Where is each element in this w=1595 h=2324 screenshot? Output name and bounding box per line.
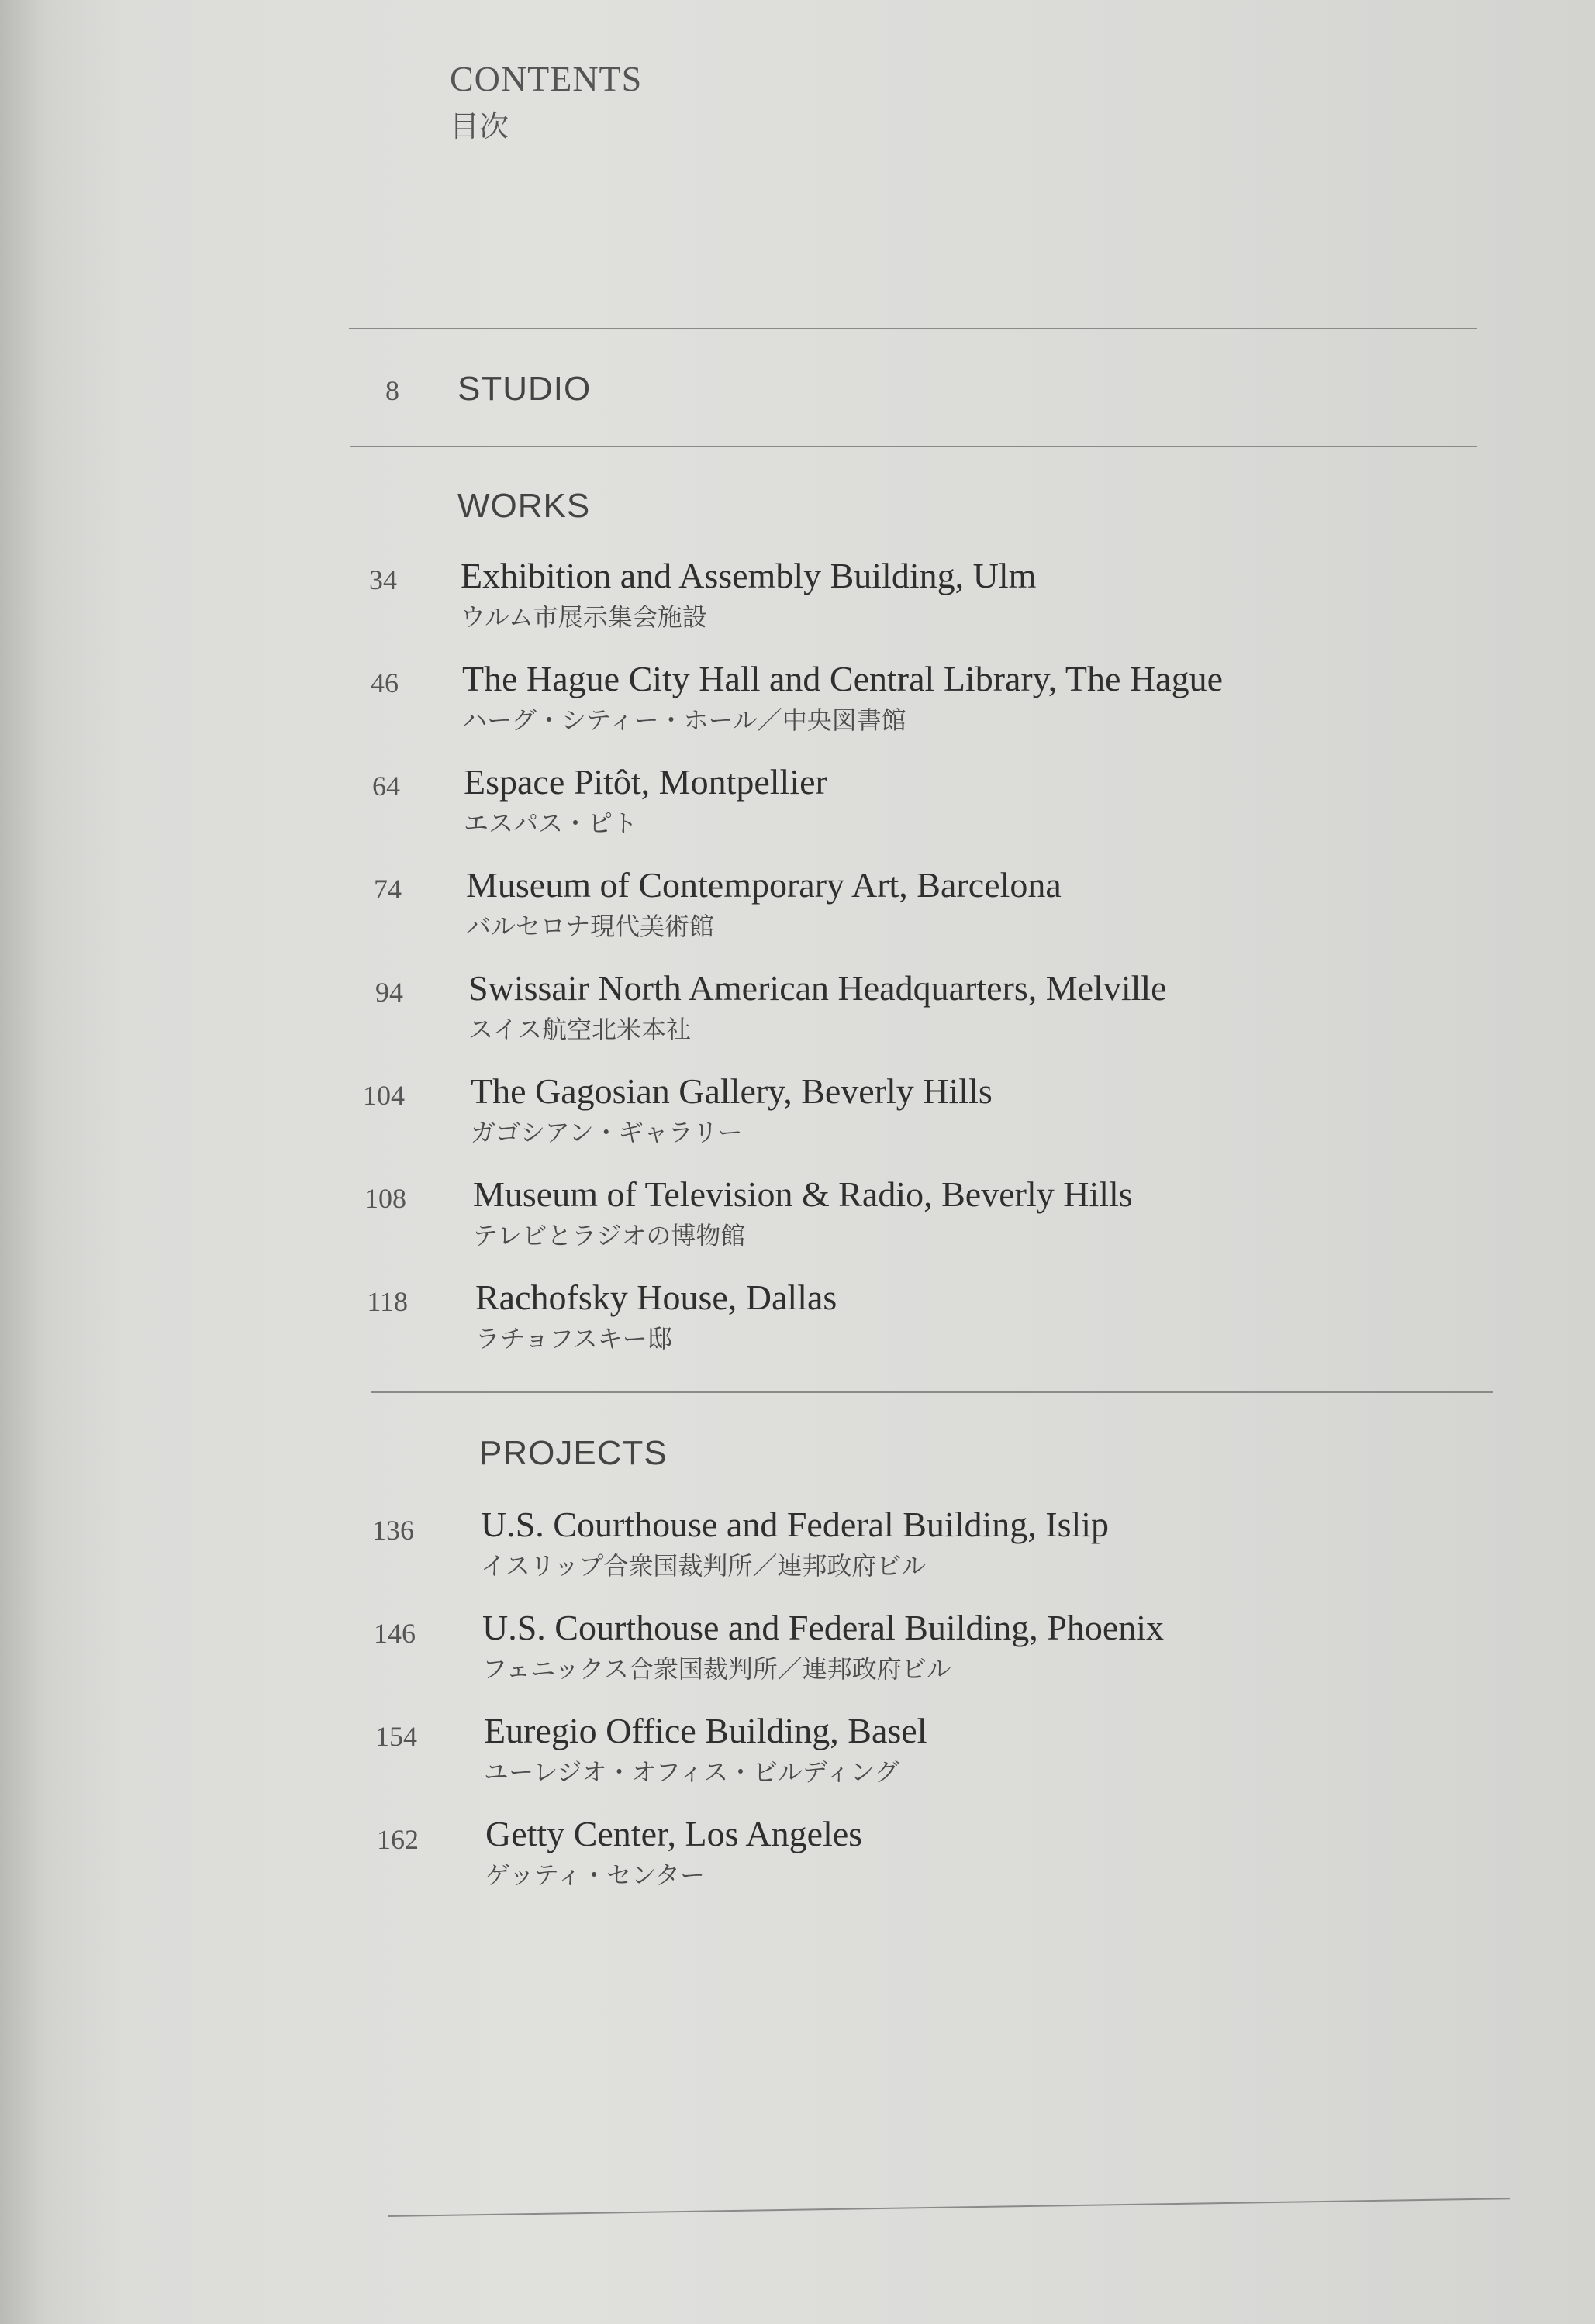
- toc-entry-title: U.S. Courthouse and Federal Building, Islip: [481, 1505, 1110, 1544]
- toc-entry-japanese: ユーレジオ・オフィス・ビルディング: [484, 1757, 899, 1787]
- toc-entry[interactable]: [461, 555, 1036, 633]
- toc-entry-title: Museum of Television & Radio, Beverly Hills: [473, 1174, 1133, 1214]
- toc-entry-title: The Gagosian Gallery, Beverly Hills: [471, 1071, 993, 1111]
- toc-entry-japanese: スイス航空北米本社: [468, 1015, 692, 1044]
- toc-entry[interactable]: [485, 1813, 862, 1891]
- toc-entry-japanese: バルセロナ現代美術館: [466, 912, 715, 941]
- toc-page-number: 64: [372, 771, 400, 802]
- divider-top: [349, 328, 1477, 329]
- toc-page-number: 118: [367, 1286, 408, 1317]
- toc-entry[interactable]: [462, 658, 1223, 736]
- page-subtitle: 目次: [450, 111, 509, 143]
- toc-entry[interactable]: [484, 1710, 927, 1788]
- toc-entry-title: U.S. Courthouse and Federal Building, Phoenix: [482, 1608, 1165, 1647]
- toc-page-number: 162: [377, 1824, 419, 1855]
- works-heading: WORKS: [457, 487, 591, 525]
- toc-entry-japanese: テレビとラジオの博物館: [473, 1221, 746, 1250]
- toc-page-number: 74: [374, 874, 402, 905]
- toc-page-number: 136: [372, 1515, 414, 1546]
- toc-entry-japanese: ハーグ・シティー・ホール／中央図書館: [462, 705, 906, 735]
- toc-entry-japanese: ガゴシアン・ギャラリー: [471, 1118, 743, 1147]
- toc-entry[interactable]: [482, 1607, 1164, 1685]
- projects-heading: PROJECTS: [479, 1434, 668, 1472]
- toc-entry-japanese: ラチョフスキー邸: [475, 1324, 672, 1353]
- toc-entry[interactable]: [468, 967, 1167, 1046]
- toc-entry-title: The Hague City Hall and Central Library, The Hague: [462, 659, 1224, 698]
- toc-page-number: 94: [375, 977, 403, 1008]
- toc-entry[interactable]: [473, 1174, 1133, 1252]
- toc-entry-title: Museum of Contemporary Art, Barcelona: [466, 865, 1062, 905]
- toc-entry[interactable]: [471, 1071, 993, 1149]
- toc-entry-title: Euregio Office Building, Basel: [484, 1711, 927, 1750]
- toc-entry-title: Rachofsky House, Dallas: [475, 1278, 837, 1317]
- toc-entry-title: Getty Center, Los Angeles: [485, 1814, 863, 1853]
- toc-entry[interactable]: [481, 1504, 1109, 1582]
- divider-bottom: [388, 2198, 1510, 2217]
- toc-entry-title: Swissair North American Headquarters, Melville: [468, 968, 1167, 1008]
- toc-entry[interactable]: [464, 761, 827, 840]
- toc-entry[interactable]: [475, 1277, 837, 1355]
- toc-entry-japanese: ゲッティ・センター: [485, 1860, 705, 1890]
- toc-entry[interactable]: [466, 864, 1062, 943]
- toc-page-number: 34: [369, 564, 397, 595]
- toc-entry-japanese: フェニックス合衆国裁判所／連邦政府ビル: [482, 1654, 951, 1684]
- toc-entry-japanese: エスパス・ピト: [464, 809, 638, 838]
- toc-entry-japanese: ウルム市展示集会施設: [461, 602, 707, 632]
- contents-header: [450, 58, 642, 145]
- divider-works: [371, 1391, 1493, 1393]
- studio-page-number: 8: [385, 375, 399, 406]
- toc-page-number: 146: [374, 1618, 416, 1649]
- toc-page-number: 104: [363, 1080, 405, 1111]
- toc-entry-title: Espace Pitôt, Montpellier: [464, 762, 827, 802]
- toc-page-number: 154: [375, 1721, 417, 1752]
- toc-page-number: 46: [371, 667, 399, 698]
- toc-entry-title: Exhibition and Assembly Building, Ulm: [461, 556, 1037, 595]
- studio-heading[interactable]: STUDIO: [457, 370, 592, 408]
- page-title: CONTENTS: [450, 59, 643, 98]
- toc-entry-japanese: イスリップ合衆国裁判所／連邦政府ビル: [481, 1551, 927, 1581]
- toc-page-number: 108: [364, 1183, 406, 1214]
- divider-studio: [350, 446, 1477, 447]
